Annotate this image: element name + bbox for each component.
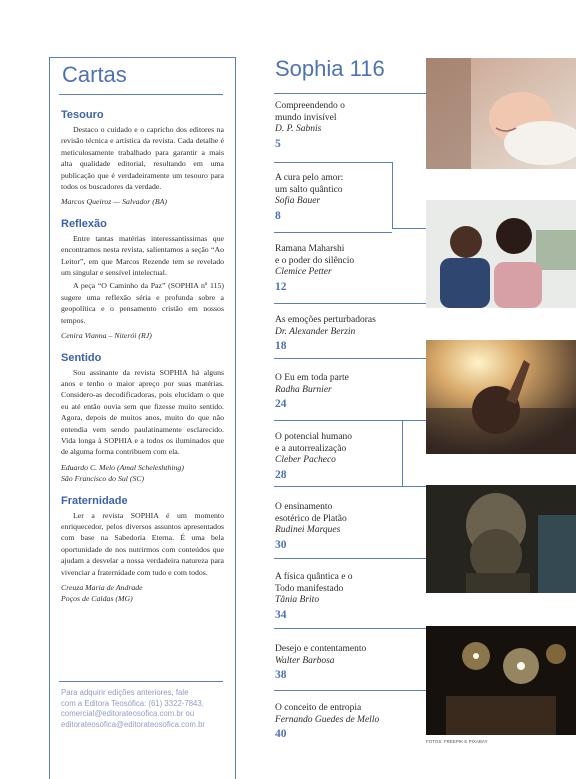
toc-item-title: Desejo e contentamento xyxy=(275,644,367,654)
toc-item-title: O Eu em toda parte xyxy=(275,373,349,383)
letter-paragraph: Destaco o cuidado e o capricho dos editores na revisão técnica e artística da revista. Cada detalhe é meticulosamente trabalhado para garantir a mais alta qualidade editorial, resultando em uma publicação que é verdadeiramente um tesouro para todos os buscadores da verdade. xyxy=(61,125,224,192)
back-issues-email[interactable]: editorateosofica@editorateosofica.com.br xyxy=(61,719,206,729)
letter-paragraph: Ler a revista SOPHIA é um momento enriquecedor, pelos diversos assuntos apresentados com base na Sabedoria Eterna. É uma bela oportunidade de nos nutrirmos com conteúdos que ajudam a desvelar a nossa verdadeira natureza para vivenciar a fraternidade com tudo e com todos. xyxy=(61,510,224,577)
letters-list xyxy=(61,109,224,615)
toc-item-title: As emoções perturbadoras xyxy=(275,315,376,325)
toc-item-title: e o poder do silêncio xyxy=(275,255,355,266)
toc-item[interactable] xyxy=(275,502,420,552)
toc-divider xyxy=(274,232,392,233)
photo-couple-kiss xyxy=(426,200,576,308)
toc-item-title: Compreendendo o xyxy=(275,101,345,111)
letter-paragraph: Sou assinante da revista SOPHIA há alguns anos e tenho o maior apreço por suas matérias. Considero-as decodificadoras, pois elucidam o que eu até então ouvia sem que fizesse muito sentido. Agora, depois de muitos anos, muito do que não entendia vem sendo paulatinamente esclarecido. Vida longa à SOPHIA e a todos os iluminados que de alguma forma contribuem com ela. xyxy=(61,367,224,457)
toc-item-page: 12 xyxy=(275,280,287,293)
letter-signature: Cenira Vianna – Niterói (RJ) xyxy=(61,331,152,341)
toc-item[interactable] xyxy=(275,373,420,411)
toc-item-author: Dr. Alexander Berzin xyxy=(275,326,356,337)
toc-divider xyxy=(274,420,426,421)
toc-item-author: D. P. Sabnis xyxy=(275,124,322,134)
back-issues-line: com a Editora Teosófica: (61) 3322-7843, xyxy=(61,698,204,708)
letter-signature: Creuza Maria de Andrade xyxy=(61,583,143,592)
toc-item-title: O conceito de entropia xyxy=(275,703,362,713)
toc-item-title: O ensinamento xyxy=(275,502,333,512)
toc-item-title: O potencial humano xyxy=(275,432,353,442)
toc-divider xyxy=(274,628,426,629)
toc-item-author: Tânia Brito xyxy=(275,595,320,605)
photo-sparklers xyxy=(426,626,576,735)
toc-divider xyxy=(274,162,392,163)
toc-divider xyxy=(274,303,426,304)
footer-divider xyxy=(59,681,223,682)
toc-item-page: 24 xyxy=(275,398,287,410)
toc-item[interactable] xyxy=(275,315,420,353)
photo-woman-sunset xyxy=(426,340,576,454)
back-issues-line: Para adquirir edições anteriores, fale xyxy=(61,688,189,697)
toc-item-author: Fernando Guedes de Mello xyxy=(275,714,380,725)
toc-item-title: Todo manifestado xyxy=(275,583,344,594)
toc-item-page: 28 xyxy=(275,468,287,481)
title-divider xyxy=(59,94,223,95)
toc-item-title: A cura pelo amor: xyxy=(275,173,344,183)
letter-paragraph: Entre tantas matérias interessantíssimas que encontramos nesta revista, salientamos a seção “Ao Leitor”, em que Marcos Rezende tem se revelado um singular e sensível intelectual. xyxy=(61,233,224,278)
toc-divider xyxy=(274,358,426,359)
toc-item-title: e a autorrealização xyxy=(275,443,347,454)
letter-heading: Fraternidade xyxy=(61,494,128,507)
letter-signature-location: São Francisco do Sul (SC) xyxy=(61,474,145,484)
letters-section-title: Cartas xyxy=(62,62,127,87)
toc-item-author: Cleber Pacheco xyxy=(275,455,336,465)
toc-item-page: 40 xyxy=(275,728,287,740)
toc-item-author: Sofia Bauer xyxy=(275,196,321,206)
toc-item-author: Clemice Petter xyxy=(275,267,332,277)
toc-divider xyxy=(392,228,426,229)
toc-item-title: mundo invisível xyxy=(275,112,337,123)
letter-tesouro xyxy=(61,109,224,208)
back-issues-email[interactable]: comercial@editorateosofica.com.br ou xyxy=(61,709,195,719)
photo-credit: FOTOS: FREEPIK E PIXABAY xyxy=(426,739,488,744)
toc-item[interactable] xyxy=(275,572,420,622)
toc-item-page: 18 xyxy=(275,340,287,352)
toc-item-title: esotérico de Platão xyxy=(275,513,347,524)
letter-reflexao xyxy=(61,218,224,342)
toc-item-title: Ramana Maharshi xyxy=(275,244,345,254)
photo-newborn-baby xyxy=(426,58,576,169)
toc-divider xyxy=(274,558,426,559)
toc-item-page: 38 xyxy=(275,669,287,681)
toc-item-author: Rudinei Marques xyxy=(275,525,341,535)
toc-item[interactable] xyxy=(275,432,420,482)
toc-item[interactable] xyxy=(275,703,420,741)
letter-signature: Marcos Queiroz — Salvador (BA) xyxy=(61,197,167,207)
letter-heading: Sentido xyxy=(61,351,102,364)
letter-signature-location: Poços de Caldas (MG) xyxy=(61,594,133,604)
issue-title: Sophia 116 xyxy=(275,56,385,81)
toc-item-title: A física quântica e o xyxy=(275,572,353,582)
toc-item[interactable] xyxy=(275,644,420,682)
toc-item-author: Radha Burnier xyxy=(275,384,332,395)
letter-paragraph: A peça “O Caminho da Paz” (SOPHIA nº 115) sugere uma reflexão séria e profunda sobre a geopolítica e o pensamento cristão em nossos tempos. xyxy=(61,281,224,325)
toc-item[interactable] xyxy=(275,173,420,223)
toc-divider xyxy=(274,690,426,691)
toc-item-page: 30 xyxy=(275,538,287,551)
photo-plato-bust xyxy=(426,485,576,593)
toc-item-page: 8 xyxy=(275,209,281,222)
toc-divider xyxy=(274,486,426,487)
toc-item-page: 5 xyxy=(275,137,281,150)
toc-item[interactable] xyxy=(275,101,420,151)
letter-signature: Eduardo C. Melo (Amal Scheleshthing) xyxy=(61,462,184,472)
letter-heading: Tesouro xyxy=(61,109,104,121)
back-issues-note xyxy=(61,688,231,730)
toc-divider xyxy=(274,93,426,94)
toc-item-page: 34 xyxy=(275,608,287,621)
toc-item-author: Walter Barbosa xyxy=(275,655,335,666)
letter-heading: Reflexão xyxy=(61,217,107,230)
toc-item[interactable] xyxy=(275,244,420,294)
letter-fraternidade xyxy=(61,495,224,605)
letter-sentido xyxy=(61,352,224,485)
toc-item-title: um salto quântico xyxy=(275,184,343,195)
